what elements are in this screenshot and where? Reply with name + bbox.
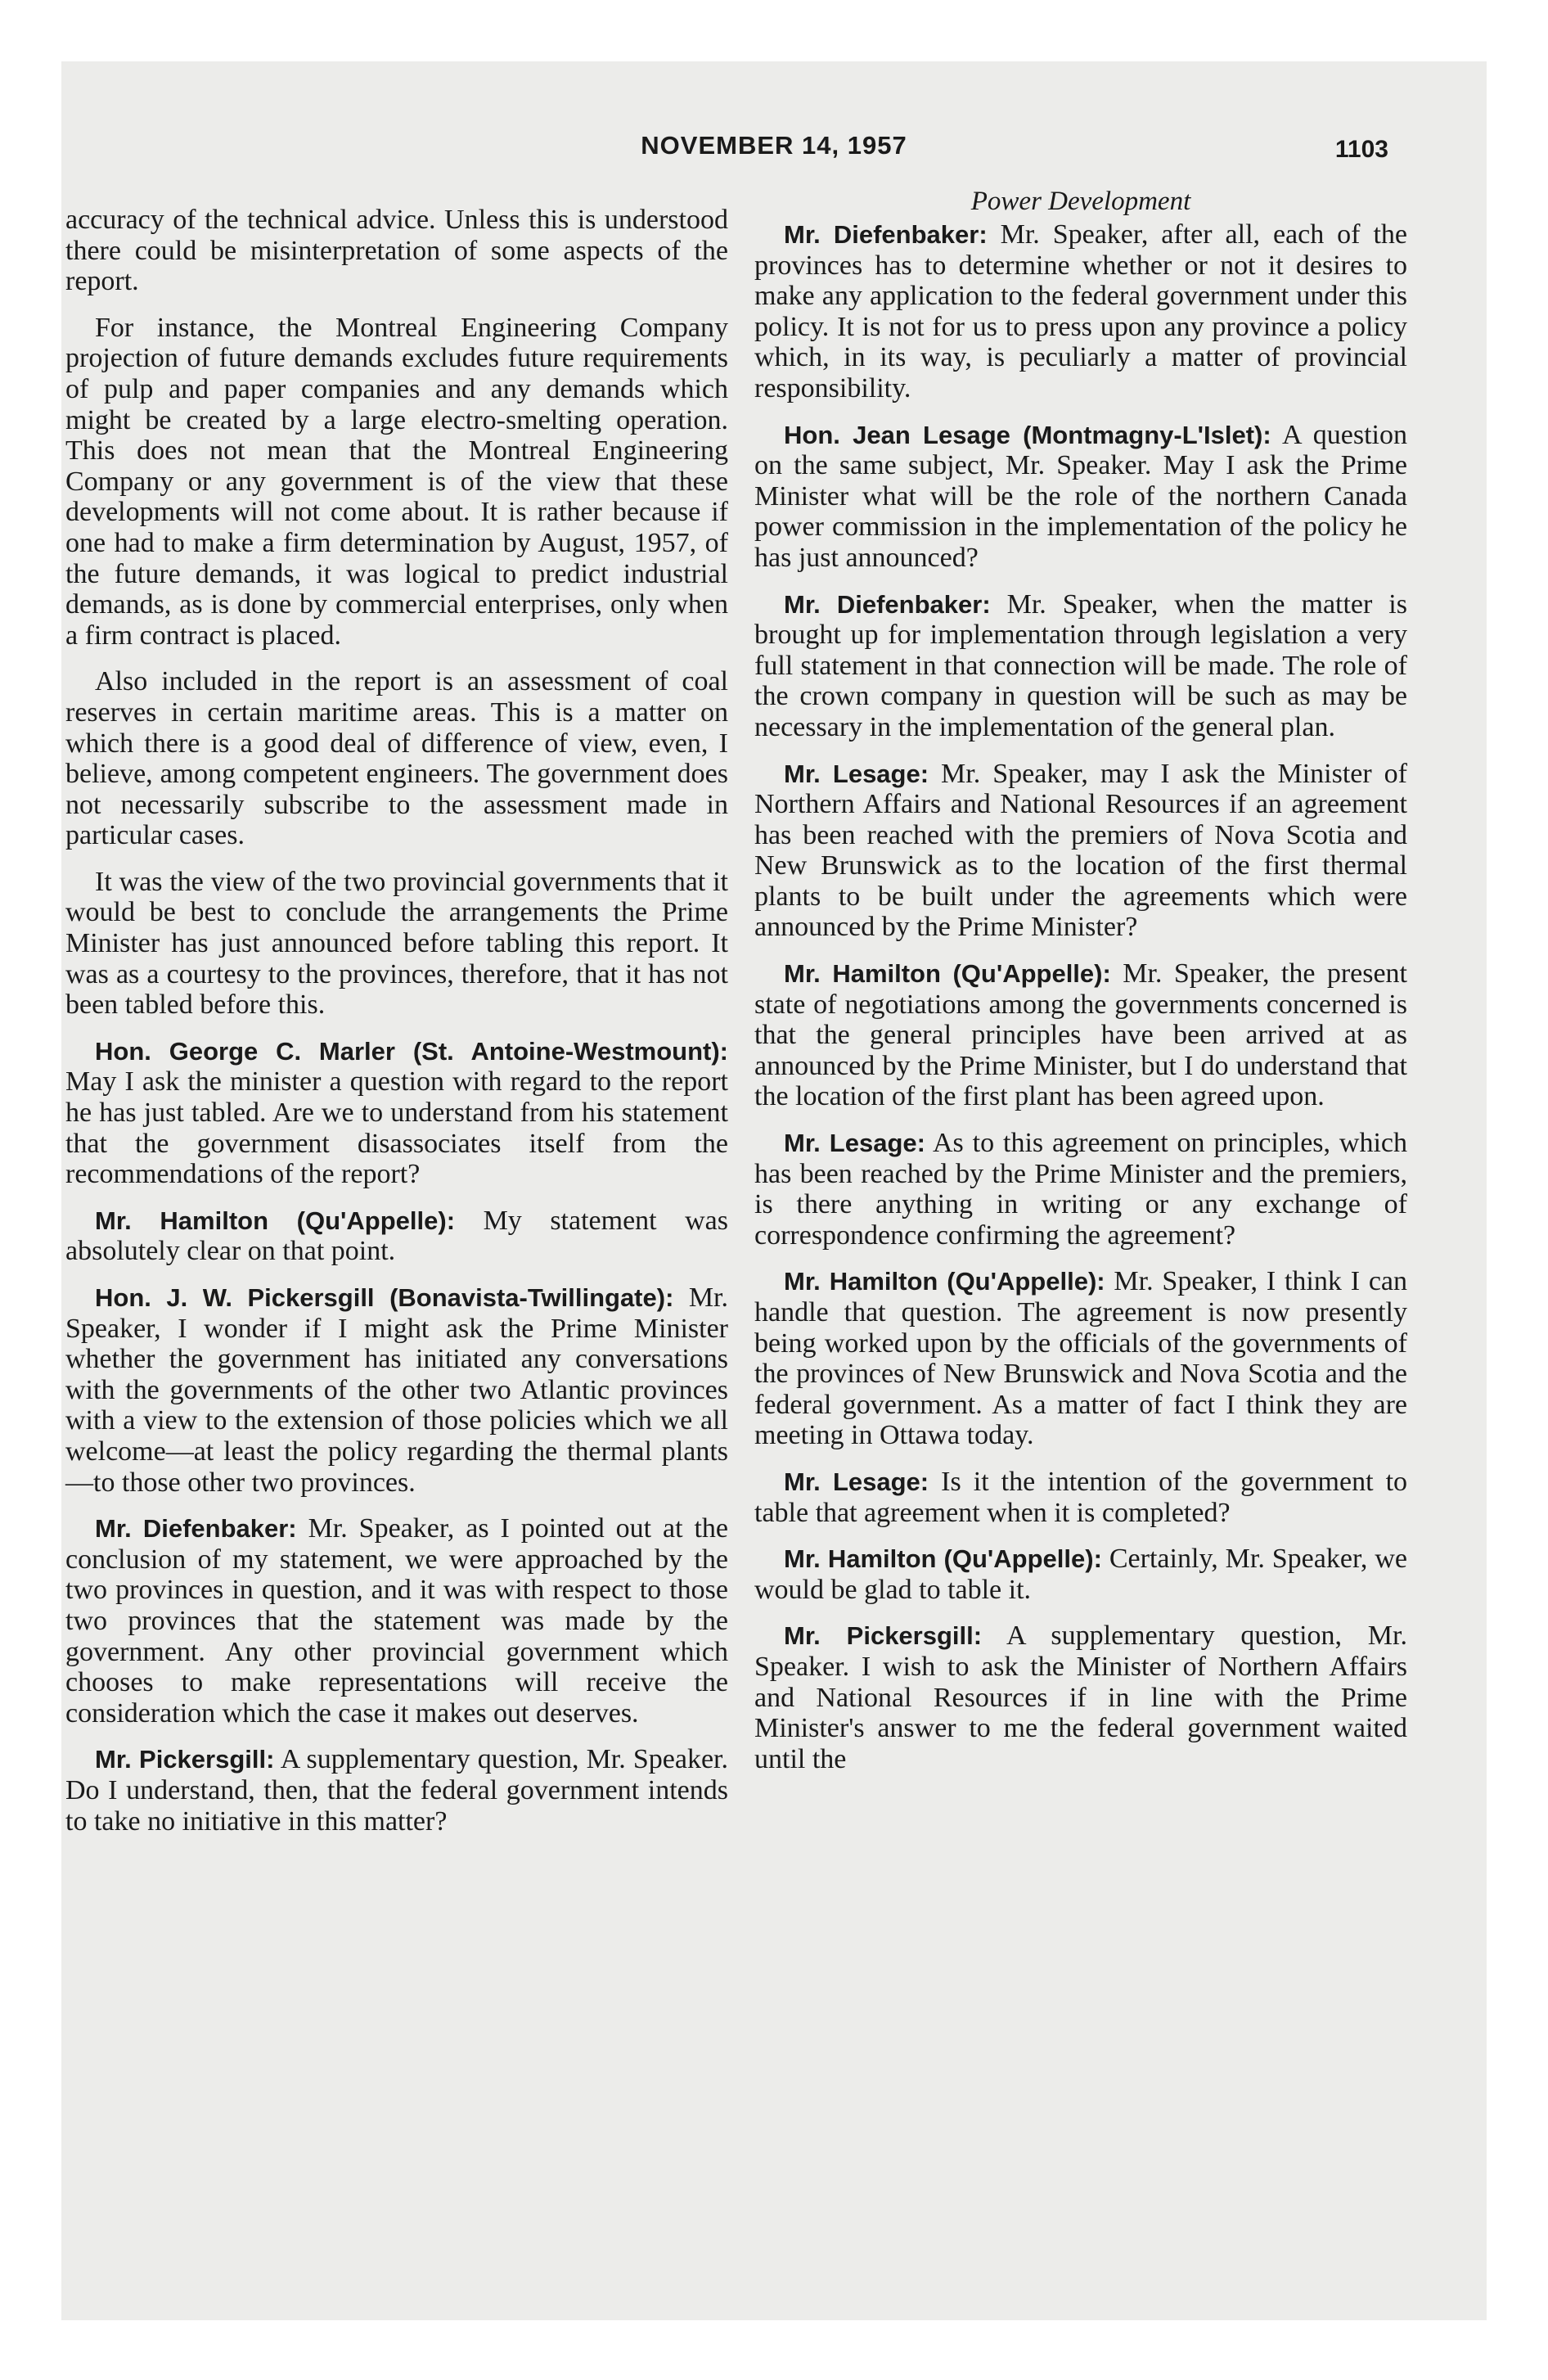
- paragraph-text: As to this agreement on principles, which has been reached by the Prime Minister and the premiers, is there anything in writing or any exchange of correspondence confirming the agreement?: [754, 1128, 1408, 1251]
- speaker-name: Hon. Jean Lesage (Montmagny-L'Islet):: [784, 420, 1271, 449]
- paragraph-text: My statement was absolutely clear on that point.: [65, 1205, 729, 1267]
- paragraph-text: For instance, the Montreal Engineering Company projection of future demands excludes future requirements of pulp and paper companies and any demands which might be created by a large electro-smelting operation. This does not mean that the Montreal Engineering Company or any government is of the view that these developments will not come about. It is rather because if one had to make a firm determination by August, 1957, of the future demands, it was logical to predict industrial demands, as is done by commercial enterprises, only when a firm contract is placed.: [65, 312, 728, 651]
- paragraph: [754, 420, 1407, 574]
- paragraph-text: Mr. Speaker, I think I can handle that question. The agreement is now presently being worked upon by the officials of the governments of the provinces of New Brunswick and Nova Scotia and the federal government. As a matter of fact I think they are meeting in Ottawa today.: [754, 1266, 1408, 1451]
- paragraph: [754, 219, 1407, 404]
- paragraph-text: Mr. Speaker, I wonder if I might ask the Prime Minister whether the government has initiated any conversations with the governments of the other two Atlantic provinces with a view to the extension of those policies which we all welcome—at least the policy regarding the thermal plants—to those other two provinces.: [65, 1282, 729, 1498]
- paragraph: [754, 589, 1407, 743]
- speaker-name: Hon. J. W. Pickersgill (Bonavista-Twillingate):: [95, 1283, 674, 1312]
- paragraph-text: Mr. Speaker, may I ask the Minister of Northern Affairs and National Resources if an agreement has been reached with the premiers of Nova Scotia and New Brunswick as to the location of the first thermal plants to be built under the agreements which were announced by the Prime Minister?: [754, 758, 1407, 943]
- paragraph: [65, 1513, 728, 1729]
- speaker-name: Mr. Lesage:: [784, 1129, 925, 1158]
- right-column: [754, 187, 1408, 1790]
- paragraph: [65, 205, 728, 297]
- paragraph-text: Mr. Speaker, as I pointed out at the conclusion of my statement, we were approached by the two provinces in question, and it was with respect to those two provinces that the statement was made by the government. Any other provincial government which chooses to make representations will receive the consideration which the case it makes out deserves.: [65, 1513, 729, 1729]
- speaker-name: Mr. Hamilton (Qu'Appelle):: [784, 1544, 1102, 1574]
- paragraph-text: Certainly, Mr. Speaker, we would be glad to table it.: [754, 1544, 1408, 1605]
- paragraph: [65, 666, 728, 851]
- speaker-name: Hon. George C. Marler (St. Antoine-Westmount):: [95, 1036, 728, 1066]
- paragraph: [65, 1282, 728, 1498]
- speaker-name: Mr. Pickersgill:: [95, 1745, 275, 1774]
- paragraph: [65, 867, 728, 1021]
- paragraph: [65, 1744, 728, 1837]
- paragraph-text: A supplementary question, Mr. Speaker. I wish to ask the Minister of Northern Affairs and National Resources if in line with the Prime Minister's answer to me the federal government waited until the: [754, 1620, 1407, 1774]
- speaker-name: Mr. Lesage:: [784, 1467, 929, 1496]
- paragraph-text: May I ask the minister a question with regard to the report he has just tabled. Are we to understand from his statement that the government disassociates itself from the recommendations of the report?: [65, 1066, 728, 1190]
- left-column: [65, 205, 728, 1852]
- paragraph-text: Is it the intention of the government to table that agreement when it is completed?: [754, 1466, 1408, 1528]
- paragraph-text: accuracy of the technical advice. Unless this is understood there could be misinterpretation of some aspects of the report.: [65, 205, 728, 297]
- speaker-name: Mr. Lesage:: [784, 759, 929, 788]
- paragraph: [65, 1206, 728, 1267]
- paragraph: [754, 759, 1407, 944]
- page-date: NOVEMBER 14, 1957: [641, 131, 907, 160]
- speaker-name: Mr. Pickersgill:: [784, 1621, 983, 1651]
- paragraph: [65, 1036, 728, 1190]
- paragraph-text: Mr. Speaker, when the matter is brought up for implementation through legislation a very full statement in that connection will be made. The role of the crown company in question will be such as may be necessary in the implementation of the general plan.: [754, 588, 1407, 742]
- section-heading: Power Development: [970, 187, 1191, 216]
- paragraph: [65, 313, 728, 651]
- speaker-name: Mr. Diefenbaker:: [95, 1514, 297, 1544]
- paragraph-text: Also included in the report is an assessment of coal reserves in certain maritime areas. This is a matter on which there is a good deal of difference of view, even, I believe, among competent engineers. The government does not necessarily subscribe to the assessment made in particular cases.: [65, 666, 728, 851]
- paragraph: [754, 1467, 1407, 1528]
- paragraph-text: Mr. Speaker, the present state of negotiations among the governments concerned is that the general principles have been arrived at as announced by the Prime Minister, but I do understand that the location of the first plant has been agreed upon.: [754, 958, 1408, 1112]
- paragraph: [754, 1620, 1407, 1774]
- paragraph: [754, 1266, 1407, 1451]
- paragraph-text: Mr. Speaker, after all, each of the provinces has to determine whether or not it desires to make any application to the federal government under this policy. It is not for us to press upon any province a policy which, in its way, is peculiarly a matter of provincial responsibility.: [754, 219, 1407, 403]
- page-header: [61, 131, 1487, 180]
- paragraph-text: A question on the same subject, Mr. Speaker. May I ask the Prime Minister what will be the role of the northern Canada power commission in the implementation of the policy he has just announced?: [754, 419, 1407, 573]
- paragraph: [754, 1128, 1407, 1251]
- paragraph-text: It was the view of the two provincial governments that it would be best to conclude the arrangements the Prime Minister has just announced before tabling this report. It was as a courtesy to the provinces, therefore, that it has not been tabled before this.: [65, 866, 728, 1021]
- paragraph: [754, 958, 1407, 1112]
- page-number: 1103: [1334, 136, 1388, 163]
- paragraph-text: A supplementary question, Mr. Speaker. Do I understand, then, that the federal government intends to take no initiative in this matter?: [65, 1744, 728, 1837]
- speaker-name: Mr. Diefenbaker:: [784, 220, 988, 249]
- speaker-name: Mr. Hamilton (Qu'Appelle):: [95, 1206, 456, 1235]
- paragraph: [754, 1544, 1407, 1605]
- speaker-name: Mr. Hamilton (Qu'Appelle):: [784, 959, 1111, 989]
- speaker-name: Mr. Hamilton (Qu'Appelle):: [784, 1267, 1105, 1296]
- speaker-name: Mr. Diefenbaker:: [784, 589, 991, 619]
